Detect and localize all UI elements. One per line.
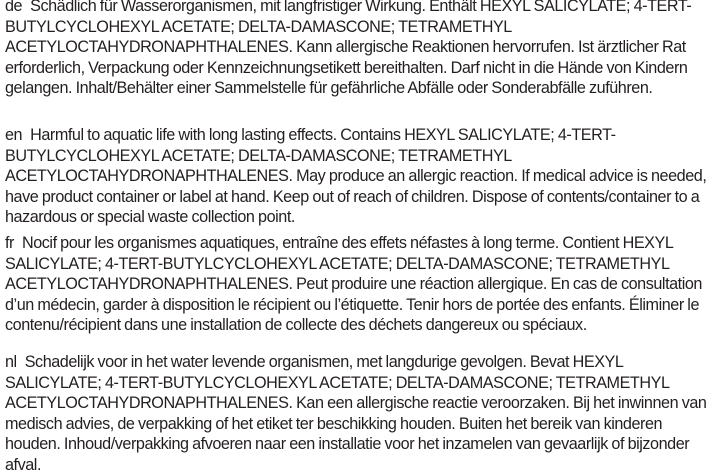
hazard-statement-nl [5, 352, 717, 475]
statement-text-fr: Nocif pour les organismes aquatiques, entraîne des effets néfastes à long terme. Contient HEXYL SALICYLATE; 4-TERT-BUTYLCYCLOHEXYL ACETATE; DELTA-DAMASCONE; TETRAMETHYL ACETYLOCTAHYDRONAPHTHALENES. Peut produire une réaction allergique. En cas de consultation d’un médecin, garder à disposition le récipient ou l’étiquette. Tenir hors de portée des enfants. Éliminer le contenu/récipient dans une installation de collecte des déchets dangereux ou spéciaux. [5, 234, 702, 334]
language-code-de: de [5, 0, 23, 15]
language-code-en: en [5, 126, 23, 144]
hazard-statement-de [5, 0, 717, 99]
language-code-fr: fr [5, 234, 14, 252]
hazard-statement-fr [5, 233, 717, 336]
statement-text-nl: Schadelijk voor in het water levende organismen, met langdurige gevolgen. Bevat HEXYL SALICYLATE; 4-TERT-BUTYLCYCLOHEXYL ACETATE; DELTA-DAMASCONE; TETRAMETHYL ACETYLOCTAHYDRONAPHTHALENES. Kan een allergische reactie veroorzaken. Bij het inwinnen van medisch advies, de verpakking of het etiket ter beschikking houden. Buiten het bereik van kinderen houden. Inhoud/verpakking afvoeren naar een installatie voor het inzamelen van gevaarlijk of bijzonder afval. [5, 353, 707, 474]
language-code-nl: nl [5, 353, 17, 371]
statement-text-de: Schädlich für Wasserorganismen, mit langfristiger Wirkung. Enthält HEXYL SALICYLATE; 4-TERT-BUTYLCYCLOHEXYL ACETATE; DELTA-DAMASCONE; TETRAMETHYL ACETYLOCTAHYDRONAPHTHALENES. Kann allergische Reaktionen hervorrufen. Ist ärztlicher Rat erforderlich, Verpackung oder Kennzeichnungsetikett bereithalten. Darf nicht in die Hände von Kindern gelangen. Inhalt/Behälter einer Sammelstelle für gefährliche Abfälle oder Sonderabfälle zuführen. [5, 0, 692, 97]
statement-text-en: Harmful to aquatic life with long lasting effects. Contains HEXYL SALICYLATE; 4-TERT-BUTYLCYCLOHEXYL ACETATE; DELTA-DAMASCONE; TETRAMETHYL ACETYLOCTAHYDRONAPHTHALENES. May produce an allergic reaction. If medical advice is needed, have product container or label at hand. Keep out of reach of children. Dispose of contents/container to a hazardous or special waste collection point. [5, 126, 707, 226]
hazard-statement-en [5, 125, 717, 228]
